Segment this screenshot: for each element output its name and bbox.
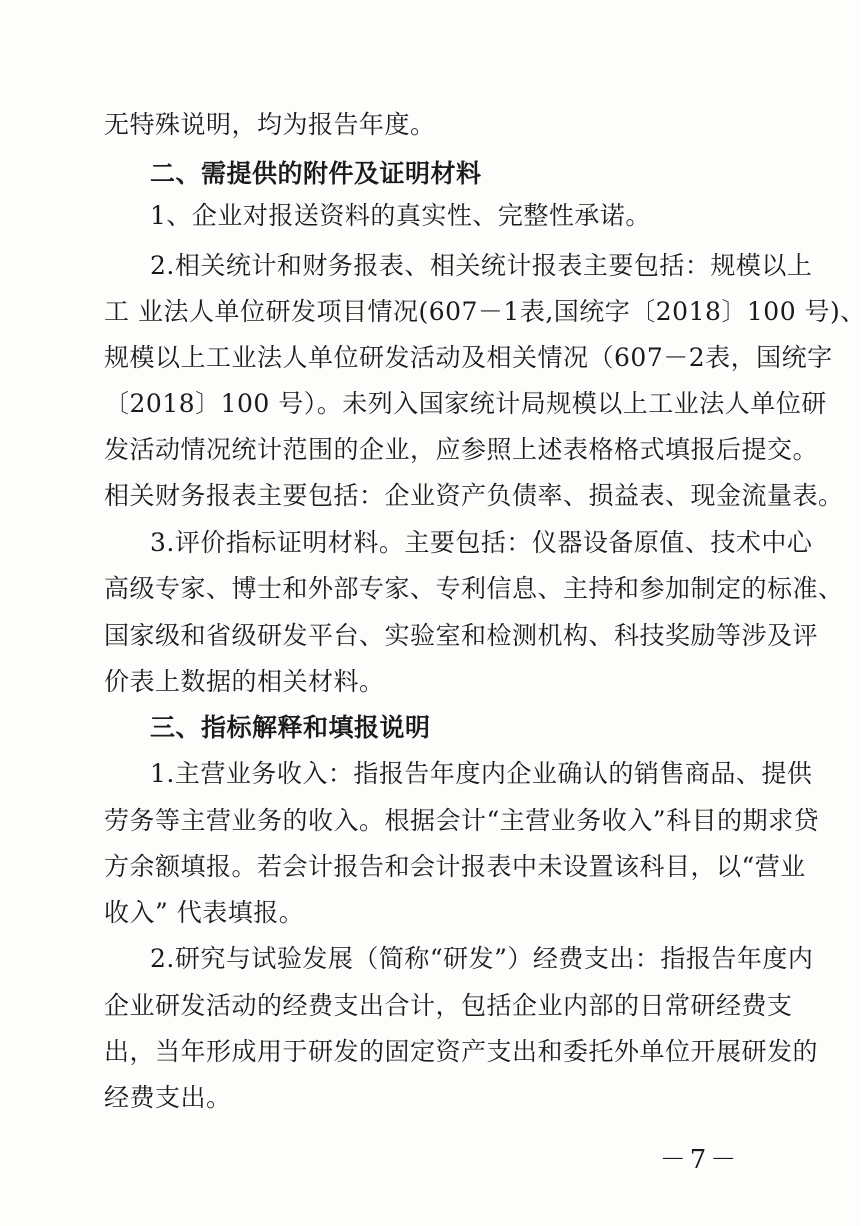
text-line-21: 出，当年形成用于研发的固定资产支出和委托外单位开展研发的: [104, 1037, 819, 1066]
section-heading-2: 二、需提供的附件及证明材料: [150, 159, 482, 188]
text-line-7: 〔2018〕100 号）。未列入国家统计局规模以上工业法人单位研: [104, 389, 827, 418]
text-line-11: 高级专家、博士和外部专家、专利信息、主持和参加制定的标准、: [104, 574, 844, 603]
text-line-16: 劳务等主营业务的收入。根据会计“主营业务收入”科目的期求贷: [104, 806, 820, 835]
text-line-8: 发活动情况统计范围的企业，应参照上述表格格式填报后提交。: [104, 435, 819, 464]
text-line-9: 相关财务报表主要包括：企业资产负债率、损益表、现金流量表。: [104, 481, 844, 510]
section-heading-3: 三、指标解释和填报说明: [150, 713, 431, 742]
text-line-19: 2.研究与试验发展（简称“研发”）经费支出：指报告年度内: [150, 944, 814, 973]
text-line-10: 3.评价指标证明材料。主要包括：仪器设备原值、技术中心: [150, 528, 813, 557]
text-line-13: 价表上数据的相关材料。: [104, 667, 385, 696]
text-line-6: 规模以上工业法人单位研发活动及相关情况（607－2表，国统字: [104, 343, 833, 372]
page-number: －7－: [659, 1145, 741, 1175]
text-line-12: 国家级和省级研发平台、实验室和检测机构、科技奖励等涉及评: [104, 621, 819, 650]
text-line-15: 1.主营业务收入：指报告年度内企业确认的销售商品、提供: [150, 759, 813, 788]
text-line-22: 经费支出。: [104, 1083, 232, 1112]
text-line-18: 收入” 代表填报。: [104, 898, 305, 927]
text-line-20: 企业研发活动的经费支出合计，包括企业内部的日常研经费支: [104, 991, 793, 1020]
text-line-4: 2.相关统计和财务报表、相关统计报表主要包括：规模以上: [150, 251, 813, 280]
text-line-5: 工 业法人单位研发项目情况(607－1表,国统字〔2018〕100 号)、: [104, 297, 866, 326]
text-line-3: 1、企业对报送资料的真实性、完整性承诺。: [150, 201, 651, 230]
text-line-1: 无特殊说明，均为报告年度。: [104, 110, 436, 139]
text-line-17: 方余额填报。若会计报告和会计报表中未设置该科目，以“营业: [104, 852, 806, 881]
